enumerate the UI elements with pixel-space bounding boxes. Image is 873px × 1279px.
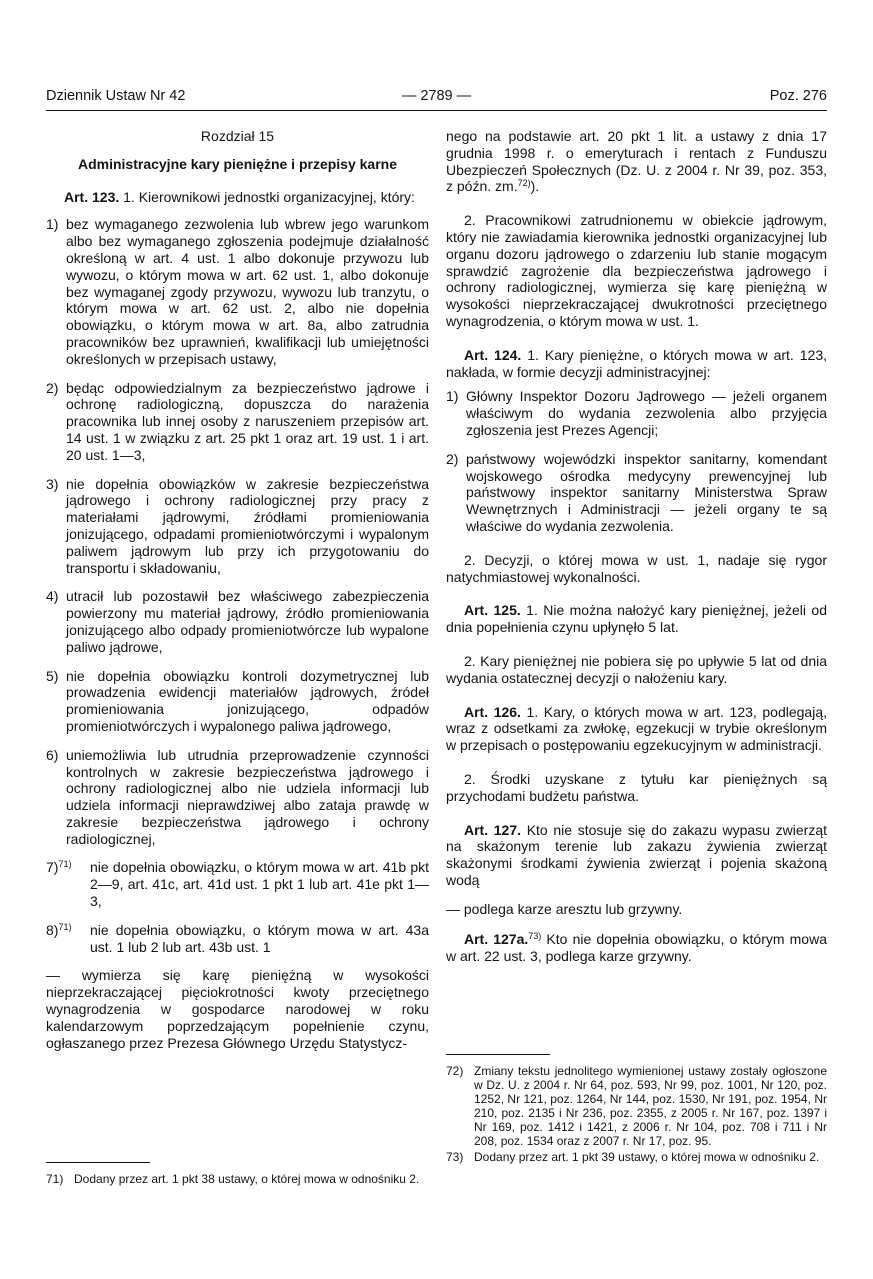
list-item (46, 668, 429, 735)
item-number: 1) (46, 216, 59, 233)
chapter-heading: Rozdział 15 (200, 128, 275, 144)
art-125-label: Art. 125. (464, 602, 521, 619)
item-number (46, 922, 90, 956)
penalty-clause: — wymierza się karę pieniężną w wysokości nieprzekraczającej pięciokrotności kwoty przeciętnego wynagrodzenia w gospodarce narodowej w roku kalendarzowym poprzedzającym popełnienie czynu, ogłaszanego przez Prezesa Głównego Urzędu Statystycz- (46, 967, 429, 1051)
footnote-text: Zmiany tekstu jednolitego wymienionej ustawy zostały ogłoszone w Dz. U. z 2004 r. Nr 64, poz. 593, Nr 99, poz. 1001, Nr 120, poz. 1252, Nr 121, poz. 1264, Nr 144, poz. 1530, Nr 191, poz. 1954, Nr 210, poz. 2135 i Nr 236, poz. 2355, z 2005 r. Nr 167, poz. 1397 i Nr 169, poz. 1412 i 1421, z 2006 r. Nr 104, poz. 708 i 711 i Nr 208, poz. 1534 oraz z 2007 r. Nr 17, poz. 95. (474, 1064, 827, 1148)
item-number: 2) (446, 450, 459, 467)
footnote-ref: 72) (517, 178, 531, 189)
right-column (446, 128, 827, 965)
art-125-para-1 (446, 602, 827, 636)
art-127-text: Kto nie stosuje się do zakazu wypasu zwierząt na skażonym terenie lub zakazu żywienia zwierząt skażonymi środkami żywienia zwierząt i pojenia skażoną wodą (446, 821, 828, 888)
item-number-text: 8) (46, 921, 59, 938)
chapter-title: Administracyjne kary pieniężne i przepisy karne (77, 155, 398, 172)
item-text: nie dopełnia obowiązków w zakresie bezpieczeństwa jądrowego i ochrony radiologicznej przy pracy z materiałami jądrowymi, źródłami promieniowania jonizującego, odpadami promieniotwórczymi i wypalonym paliwem jądrowym lub przy ich przygotowaniu do transportu i składowaniu, (66, 475, 429, 576)
art-124-label: Art. 124. (464, 346, 522, 363)
position-number: Poz. 276 (769, 88, 827, 104)
footnote-text: Dodany przez art. 1 pkt 38 ustawy, o której mowa w odnośniku 2. (74, 1172, 420, 1186)
footnote-72 (446, 1064, 827, 1148)
footnote-73 (446, 1150, 827, 1164)
art-125-para-2: 2. Kary pieniężnej nie pobiera się po upływie 5 lat od dnia wydania ostatecznej decyzji o nałożeniu kary. (446, 652, 827, 686)
page-header (46, 88, 827, 108)
item-text: Główny Inspektor Dozoru Jądrowego — jeżeli organem właściwym do wydania zezwolenia albo przyjęcia zgłoszenia jest Prezes Agencji; (466, 388, 827, 438)
list-item (46, 922, 429, 956)
art-127a-label: Art. 127a. (464, 931, 529, 948)
item-number: 2) (46, 379, 59, 396)
header-rule (46, 110, 827, 111)
list-item (46, 859, 429, 909)
item-text: będąc odpowiedzialnym za bezpieczeństwo jądrowe i ochronę radiologiczną, dopuszcza do narażenia pracownika lub innej osoby z naruszeniem przepisów art. 14 ust. 1 w związku z art. 25 pkt 1 oraz art. 19 ust. 1 i art. 20 ust. 1—3, (66, 379, 429, 463)
art-127a-text: Kto nie dopełnia obowiązku, o którym mowa w art. 22 ust. 3, podlega karze grzywny. (446, 931, 827, 965)
art-124-intro-text: 1. Kary pieniężne, o których mowa w art. 123, nakłada, w formie decyzji administracyjnej: (446, 346, 827, 380)
item-text: nie dopełnia obowiązku, o którym mowa w art. 43a ust. 1 lub 2 lub art. 43b ust. 1 (90, 921, 429, 955)
item-text: uniemożliwia lub utrudnia przeprowadzenie czynności kontrolnych w zakresie bezpieczeństwa jądrowego i ochrony radiologicznej albo nie udziela informacji lub udziela informacji nieprawdziwej albo zataja prawdę w zakresie bezpieczeństwa jądrowego i ochrony radiologicznej, (66, 746, 429, 847)
footnote-ref: 73) (528, 931, 542, 942)
item-text: państwowy wojewódzki inspektor sanitarny, komendant wojskowego ośrodka medycyny prewencyjnej lub państwowy inspektor sanitarny Ministerstwa Spraw Wewnętrznych i Administracji — jeżeli organy te są właściwe do wydania zezwolenia. (466, 450, 827, 534)
journal-name: Dziennik Ustaw Nr 42 (46, 88, 186, 104)
art-124-intro (446, 347, 827, 381)
list-item (46, 380, 429, 464)
footnote-71 (46, 1172, 429, 1186)
continuation-body: nego na podstawie art. 20 pkt 1 lit. a ustawy z dnia 17 grudnia 1998 r. o emeryturach i rentach z Funduszu Ubezpieczeń Społecznych (Dz. U. z 2004 r. Nr 39, poz. 353, z późn. zm. (446, 128, 827, 195)
footnote-number: 73) (446, 1150, 464, 1164)
item-number: 1) (446, 388, 459, 405)
list-item (46, 588, 429, 655)
art-123-intro-text: 1. Kierownikowi jednostki organizacyjnej, który: (119, 188, 415, 205)
footnote-number: 71) (46, 1172, 64, 1186)
item-number: 5) (46, 667, 59, 684)
art-126-label: Art. 126. (464, 703, 521, 720)
art-126-para-2: 2. Środki uzyskane z tytułu kar pieniężnych są przychodami budżetu państwa. (446, 770, 827, 804)
list-item (46, 216, 429, 367)
art-127 (446, 822, 827, 889)
footnote-rule (46, 1162, 150, 1163)
footnote-text: Dodany przez art. 1 pkt 39 ustawy, o której mowa w odnośniku 2. (474, 1150, 820, 1164)
item-number: 4) (46, 588, 59, 605)
item-number (46, 859, 90, 909)
continuation-text (446, 128, 827, 195)
item-text: nie dopełnia obowiązku kontroli dozymetrycznej lub prowadzenia ewidencji materiałów jądrowych, źródeł promieniowania jonizującego, odpadów promieniotwórczych i wypalonego paliwa jądrowego, (66, 667, 429, 734)
footnotes-right (446, 1064, 827, 1164)
footnote-rule (446, 1054, 550, 1055)
art-124-para-2: 2. Decyzji, o której mowa w ust. 1, nadaje się rygor natychmiastowej wykonalności. (446, 551, 827, 585)
art-123-label: Art. 123. (64, 188, 120, 205)
list-item (46, 476, 429, 577)
art-123-para-2: 2. Pracownikowi zatrudnionemu w obiekcie jądrowym, który nie zawiadamia kierownika jednostki organizacyjnej lub organu dozoru jądrowego o zdarzeniu lub stanie mogącym sprawdzić zagrożenie dla bezpieczeństwa jądrowego i ochrony radiologicznej, wymierza się karę pieniężną w wysokości nieprzekraczającej dwukrotności przeciętnego wynagrodzenia, o którym mowa w ust. 1. (446, 212, 827, 329)
footnote-ref: 71) (58, 921, 72, 932)
list-item (446, 451, 827, 535)
item-number: 6) (46, 746, 59, 763)
art-125-text: 1. Nie można nałożyć kary pieniężnej, jeżeli od dnia popełnienia czynu upłynęło 5 lat. (446, 602, 827, 636)
art-127-label: Art. 127. (464, 821, 522, 838)
art-126-para-1 (446, 704, 827, 754)
continuation-end: ). (530, 178, 540, 195)
list-item (446, 388, 827, 438)
footnote-ref: 71) (58, 859, 72, 870)
list-item (46, 747, 429, 848)
art-126-text: 1. Kary, o których mowa w art. 123, podlegają, wraz z odsetkami za zwłokę, egzekucji w trybie określonym w przepisach o postępowaniu egzekucyjnym w administracji. (446, 703, 827, 754)
item-text: bez wymaganego zezwolenia lub wbrew jego warunkom albo bez wymaganego zgłoszenia podejmuje działalność określoną w art. 4 ust. 1 albo dokonuje przywozu lub wywozu, o którym mowa w art. 62 ust. 1, albo dokonuje bez wymaganej zgody przywozu, wywozu lub tranzytu, o którym mowa w art. 62 ust. 2, albo nie dopełnia obowiązku, o którym mowa w art. 8a, albo zatrudnia pracowników bez uprawnień, kwalifikacji lub umiejętności określonych w przepisach ustawy, (66, 216, 429, 367)
page-number: — 2789 — (401, 88, 472, 104)
art-127a (446, 931, 827, 965)
art-127-penalty: — podlega karze aresztu lub grzywny. (446, 900, 683, 917)
item-text: nie dopełnia obowiązku, o którym mowa w art. 41b pkt 2—9, art. 41c, art. 41d ust. 1 pkt 1 lub art. 41e pkt 1—3, (90, 859, 429, 910)
item-text: utracił lub pozostawił bez właściwego zabezpieczenia powierzony mu materiał jądrowy, źródło promieniowania jonizującego albo odpady promieniotwórcze lub wypalone paliwo jądrowe, (66, 588, 429, 655)
item-number-text: 7) (46, 859, 59, 876)
art-123-intro (46, 189, 429, 206)
left-column (46, 128, 429, 1051)
item-number: 3) (46, 475, 59, 492)
footnote-number: 72) (446, 1064, 464, 1078)
